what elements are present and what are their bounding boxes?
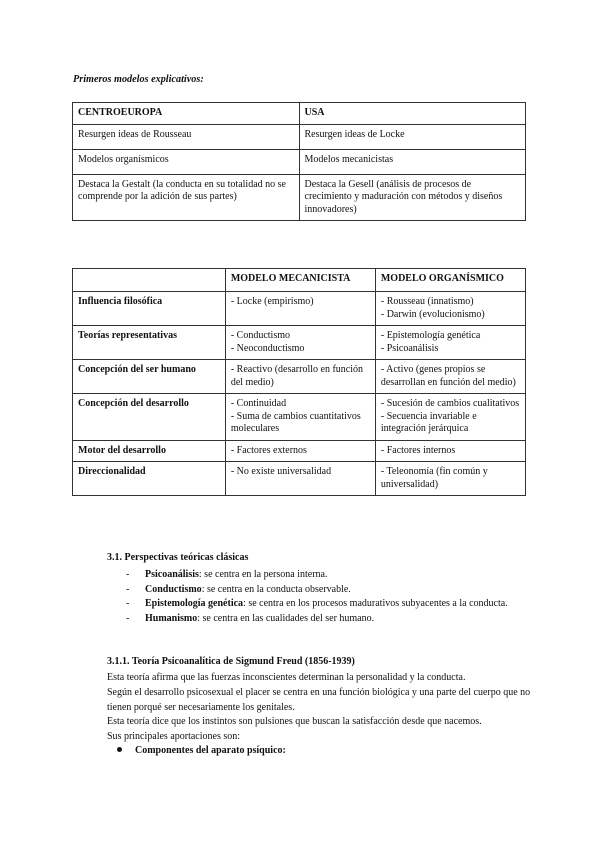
table2-cell <box>375 292 525 326</box>
table2-cell <box>225 326 375 360</box>
list-item <box>108 612 528 627</box>
list-item <box>108 597 528 612</box>
table2-row-label: Teorías representativas <box>73 326 226 360</box>
list-item-term: Humanismo <box>145 612 198 624</box>
table2-cell <box>375 360 525 394</box>
cell-line: - Secuencia invariable e integración jerárquica <box>380 410 477 434</box>
table1-header-centroeuropa: CENTROEUROPA <box>73 103 300 125</box>
table2-cell <box>225 360 375 394</box>
bullet-text: Componentes del aparato psíquico: <box>135 745 286 756</box>
comparison-table-models <box>72 268 526 496</box>
table1-header-usa: USA <box>299 103 526 125</box>
cell-line: - Teleonomía (fin común y universalidad) <box>380 466 488 490</box>
table2-cell <box>375 440 525 462</box>
page-heading: Primeros modelos explicativos: <box>73 74 204 85</box>
paragraph: Esta teoría dice que los instintos son pulsiones que buscan la satisfacción desde que nacemos. <box>107 716 482 727</box>
table1-cell: Destaca la Gesell (análisis de procesos de crecimiento y maduración con métodos y diseños innovadores) <box>299 174 526 221</box>
list-item-text: : se centra en las cualidades del ser humano. <box>197 612 375 624</box>
paragraph: Esta teoría afirma que las fuerzas inconscientes determinan la personalidad y la conducta. <box>107 672 466 683</box>
cell-line: - Neoconductismo <box>230 342 305 354</box>
comparison-table-regions <box>72 102 526 221</box>
paragraph: Según el desarrollo psicosexual el placer se centra en una función biológica y una parte del cuerpo que no tienen porqué ser necesariamente los genitales. <box>107 687 531 713</box>
cell-line: - Factores internos <box>380 444 456 456</box>
table2-header-empty <box>73 269 226 292</box>
table1-cell: Modelos mecanicistas <box>299 149 526 174</box>
list-item-text: : se centra en la persona interna. <box>198 569 328 580</box>
table2-cell <box>375 394 525 441</box>
dash-marker: - <box>126 583 130 595</box>
table2-cell <box>225 292 375 326</box>
cell-line: - Sucesión de cambios cualitativos <box>380 398 520 409</box>
list-item-term: Psicoanálisis <box>145 569 199 580</box>
list-item-term: Conductismo <box>145 583 202 595</box>
table2-cell <box>225 440 375 462</box>
table2-cell <box>225 394 375 441</box>
dash-marker: - <box>126 598 130 609</box>
perspectives-list <box>108 568 528 626</box>
paragraph: Sus principales aportaciones son: <box>107 731 241 742</box>
cell-line: - Psicoanálisis <box>380 342 439 354</box>
list-item <box>108 568 528 583</box>
table2-row-label: Concepción del desarrollo <box>73 394 226 441</box>
table2-header-organismico: MODELO ORGANÍSMICO <box>375 269 525 292</box>
cell-line: - Factores externos <box>230 444 307 456</box>
table2-header-mecanicista: MODELO MECANICISTA <box>225 269 375 292</box>
cell-line: - Reactivo (desarrollo en función del medio) <box>230 364 364 388</box>
table2-row-label: Concepción del ser humano <box>73 360 226 394</box>
list-item-text: : se centra en los procesos madurativos subyacentes a la conducta. <box>243 598 508 609</box>
table1-cell: Resurgen ideas de Rousseau <box>73 124 300 149</box>
section-title-3-1-1: 3.1.1. Teoría Psicoanalítica de Sigmund Freud (1856-1939) <box>107 656 355 667</box>
table2-row-label: Direccionalidad <box>73 462 226 496</box>
dash-marker: - <box>126 569 130 580</box>
cell-line: - Rousseau (innatismo) <box>380 296 474 307</box>
bullet-item <box>117 745 286 756</box>
table2-cell <box>375 462 525 496</box>
cell-line: - Conductismo <box>230 330 290 341</box>
cell-line: - Continuidad <box>230 398 287 409</box>
section-title-3-1: 3.1. Perspectivas teóricas clásicas <box>107 552 249 563</box>
cell-line: - No existe universalidad <box>230 466 332 477</box>
table2-cell <box>225 462 375 496</box>
table2-cell <box>375 326 525 360</box>
bullet-dot <box>117 747 122 752</box>
list-item-term: Epistemología genética <box>145 598 244 609</box>
table2-row-label: Motor del desarrollo <box>73 440 226 462</box>
table1-cell: Destaca la Gestalt (la conducta en su totalidad no se comprende por la adición de sus partes) <box>73 174 300 221</box>
cell-line: - Locke (empirismo) <box>230 296 314 307</box>
cell-line: - Darwin (evolucionismo) <box>380 308 485 320</box>
table2-row-label: Influencia filosófica <box>73 292 226 326</box>
cell-line: - Suma de cambios cuantitativos moleculares <box>230 410 361 434</box>
list-item-text: : se centra en la conducta observable. <box>201 583 351 595</box>
table1-cell: Resurgen ideas de Locke <box>299 124 526 149</box>
cell-line: - Activo (genes propios se desarrollan en función del medio) <box>380 364 516 388</box>
table1-cell: Modelos organísmicos <box>73 149 300 174</box>
cell-line: - Epistemología genética <box>380 330 481 341</box>
list-item <box>108 583 528 598</box>
dash-marker: - <box>126 612 130 624</box>
